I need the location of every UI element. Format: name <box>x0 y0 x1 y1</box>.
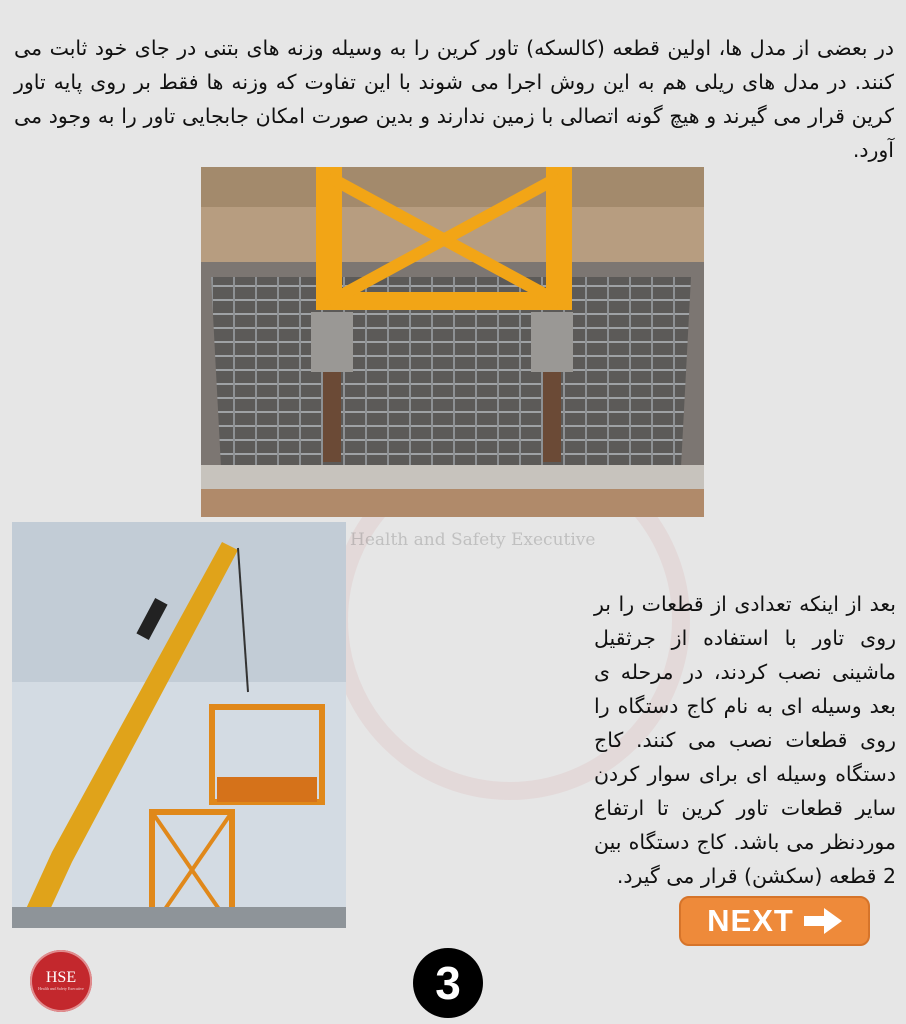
foundation-photo <box>201 167 704 517</box>
hse-logo <box>30 950 92 1012</box>
climbing-paragraph: بعد از اینکه تعدادی از قطعات را بر روی تاور با استفاده از جرثقیل ماشینی نصب کردند، در مرحله ی بعد وسیله ای به نام کاج دستگاه را روی قطعات نصب می کنند. کاج دستگاه وسیله ای برای سوار کردن سایر قطعات تاور کرین تا ارتفاع موردنظر می باشد. کاج دستگاه بین 2 قطعه (سکشن) قرار می گیرد. <box>594 591 896 888</box>
logo-subtext: Health and Safety Executive <box>38 986 84 991</box>
logo-text: HSE <box>45 969 77 986</box>
next-button[interactable] <box>679 896 870 946</box>
crane-photo <box>12 522 346 928</box>
page-number: 3 <box>413 948 483 1018</box>
watermark-text: Health and Safety Executive <box>350 530 596 550</box>
next-label: NEXT <box>707 903 794 938</box>
arrow-right-icon <box>804 908 842 934</box>
intro-paragraph: در بعضی از مدل ها، اولین قطعه (کالسکه) تاور کرین را به وسیله وزنه های بتنی در جای خود ثابت می کنند. در مدل های ریلی هم به این روش اجرا می شوند با این تفاوت که وزنه ها فقط بر روی پایه تاور کرین قرار می گیرند و هیچ گونه اتصالی با زمین ندارند و بدین صورت امکان جابجایی تاور را به وجود می آورد. <box>14 35 894 162</box>
